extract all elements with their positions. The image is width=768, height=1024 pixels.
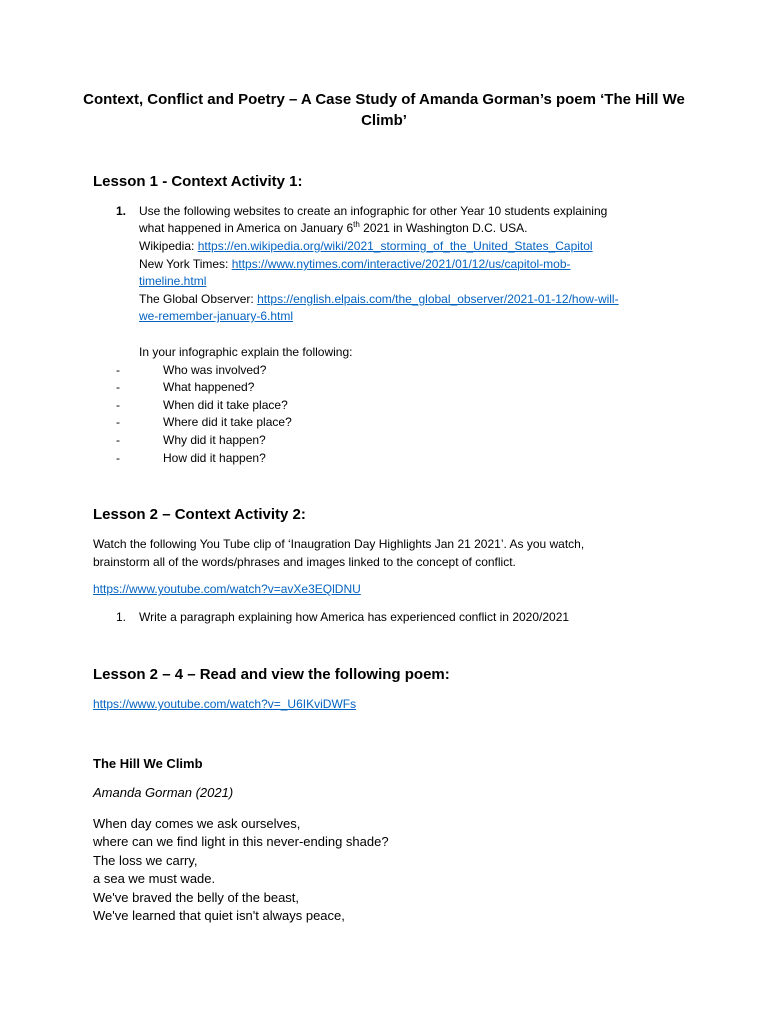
lesson2-heading: Lesson 2 – Context Activity 2: (93, 506, 306, 523)
bullet-dash: - (116, 363, 120, 377)
bullet-dash: - (116, 398, 120, 412)
lesson1-heading: Lesson 1 - Context Activity 1: (93, 173, 303, 190)
source-global-observer-label: The Global Observer: (139, 292, 258, 306)
lesson2-youtube-link[interactable]: https://www.youtube.com/watch?v=avXe3EQlDNU (93, 582, 361, 596)
intro-text-b: 2021 in Washington D.C. USA. (359, 221, 528, 235)
poem-author: Amanda Gorman (2021) (93, 785, 234, 800)
bullet-dash: - (116, 451, 120, 465)
source-nytimes-link[interactable]: https://www.nytimes.com/interactive/2021/01/12/us/capitol-mob- (231, 257, 571, 271)
poem-line: The loss we carry, (93, 853, 198, 868)
poem-line: We've learned that quiet isn't always peace, (93, 908, 345, 923)
poem-line: We've braved the belly of the beast, (93, 890, 300, 905)
lesson2-task: Write a paragraph explaining how America has experienced conflict in 2020/2021 (139, 610, 570, 624)
lesson1-intro-line1: Use the following websites to create an infographic for other Year 10 students explaining (139, 204, 608, 218)
poem-title: The Hill We Climb (93, 756, 203, 771)
bullet-dash: - (116, 415, 120, 429)
poem-line: where can we find light in this never-ending shade? (93, 834, 389, 849)
poem-video-link[interactable]: https://www.youtube.com/watch?v=_U6IKviDWFs (93, 697, 357, 711)
source-nytimes-link-cont[interactable]: timeline.html (139, 274, 207, 288)
question-item: When did it take place? (163, 398, 288, 412)
source-wikipedia-link[interactable]: https://en.wikipedia.org/wiki/2021_storming_of_the_United_States_Capitol (197, 239, 593, 253)
document-title: Context, Conflict and Poetry – A Case Study of Amanda Gorman’s poem ‘The Hill We Climb’ (83, 91, 685, 129)
poem-line: When day comes we ask ourselves, (93, 816, 301, 831)
question-item: Where did it take place? (163, 415, 292, 429)
lesson2-item-number: 1. (116, 610, 127, 624)
intro-superscript: th (353, 220, 360, 229)
bullet-dash: - (116, 433, 120, 447)
source-wikipedia (139, 237, 593, 255)
lesson1-intro-line2 (139, 219, 527, 237)
explain-heading: In your infographic explain the following: (139, 345, 353, 359)
intro-text-a: what happened in America on January 6 (139, 221, 354, 235)
lesson2-para-line2: brainstorm all of the words/phrases and images linked to the concept of conflict. (93, 555, 516, 569)
question-item: Who was involved? (163, 363, 267, 377)
source-global-observer-link[interactable]: https://english.elpais.com/the_global_observer/2021-01-12/how-will- (257, 292, 619, 306)
question-item: What happened? (163, 380, 255, 394)
source-global-observer (139, 290, 619, 308)
question-item: Why did it happen? (163, 433, 266, 447)
lesson1-item-number: 1. (116, 204, 127, 218)
source-nytimes (139, 255, 571, 273)
source-global-observer-link-cont[interactable]: we-remember-january-6.html (139, 309, 294, 323)
lesson2-para-line1: Watch the following You Tube clip of ‘Inaugration Day Highlights Jan 21 2021’. As you watch, (93, 537, 585, 551)
source-wikipedia-label: Wikipedia: (139, 239, 198, 253)
lesson3-heading: Lesson 2 – 4 – Read and view the following poem: (93, 666, 450, 683)
poem-line: a sea we must wade. (93, 871, 216, 886)
source-nytimes-label: New York Times: (139, 257, 232, 271)
bullet-dash: - (116, 380, 120, 394)
question-item: How did it happen? (163, 451, 266, 465)
